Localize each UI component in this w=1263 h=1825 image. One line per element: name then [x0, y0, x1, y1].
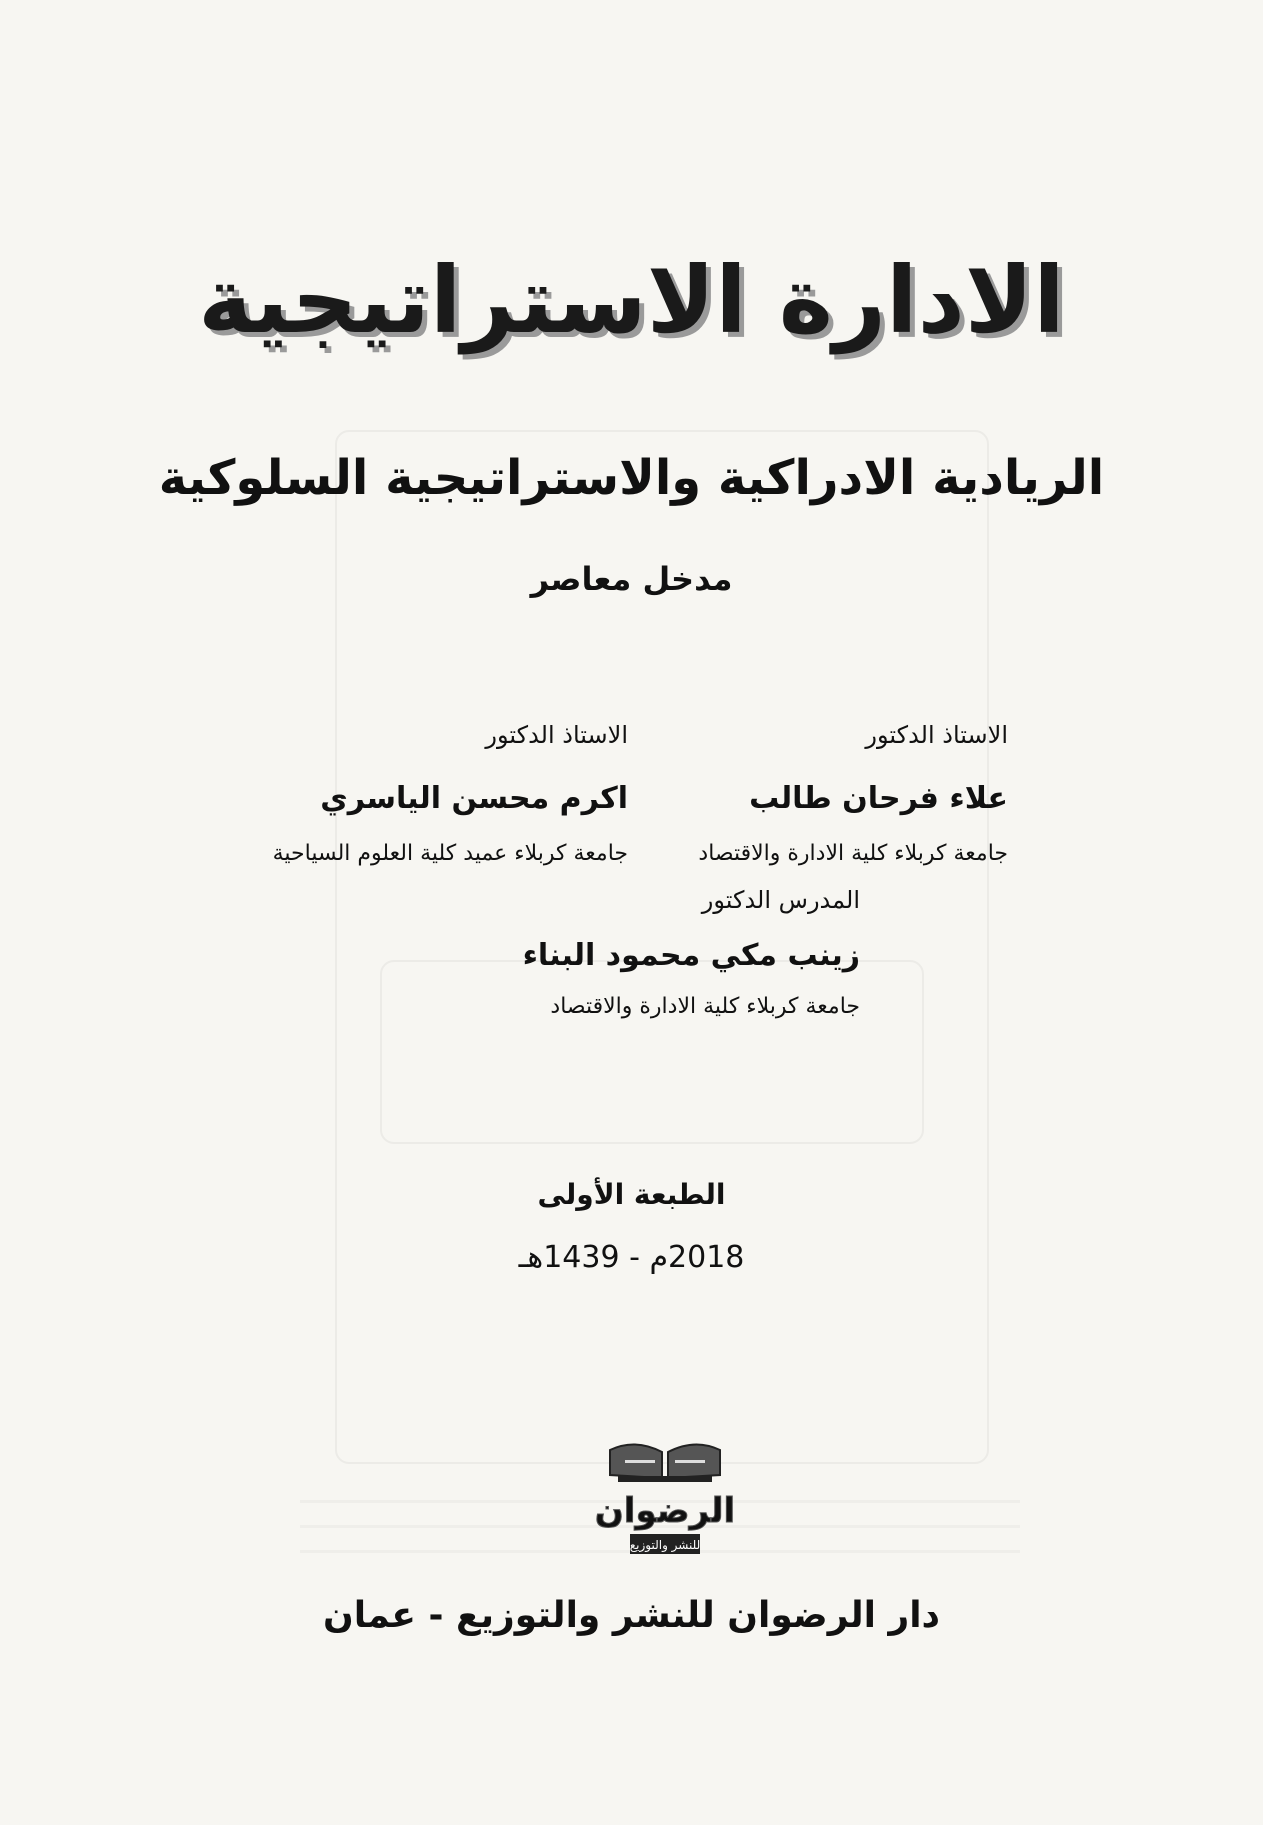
author-affiliation: جامعة كربلاء عميد كلية العلوم السياحية: [272, 841, 628, 867]
book-subtitle: الريادية الادراكية والاستراتيجية السلوكية: [158, 450, 1105, 506]
author-1: [588, 720, 1008, 869]
author-role: الاستاذ الدكتور: [865, 721, 1008, 749]
author-name: اكرم محسن الياسري: [320, 781, 628, 817]
book-title: الادارة الاستراتيجية: [198, 247, 1065, 354]
open-book-icon: [610, 1444, 720, 1482]
book-tagline: مدخل معاصر: [530, 560, 733, 598]
logo-subtext: للنشر والتوزيع: [629, 1538, 701, 1552]
publisher-logo: [590, 1430, 740, 1560]
author-affiliation: جامعة كربلاء كلية الادارة والاقتصاد: [550, 994, 860, 1020]
edition-label: الطبعة الأولى: [537, 1178, 726, 1211]
publisher-name: دار الرضوان للنشر والتوزيع - عمان: [322, 1595, 941, 1636]
author-2: [208, 720, 628, 869]
author-name: علاء فرحان طالب: [749, 781, 1008, 817]
logo-text: الرضوان: [594, 1491, 736, 1531]
author-3: [380, 885, 860, 1022]
author-name: زينب مكي محمود البناء: [522, 938, 860, 974]
author-role: المدرس الدكتور: [701, 886, 860, 914]
author-affiliation: جامعة كربلاء كلية الادارة والاقتصاد: [698, 841, 1008, 867]
edition-year: 2018م - 1439هـ: [518, 1240, 745, 1275]
author-role: الاستاذ الدكتور: [485, 721, 628, 749]
